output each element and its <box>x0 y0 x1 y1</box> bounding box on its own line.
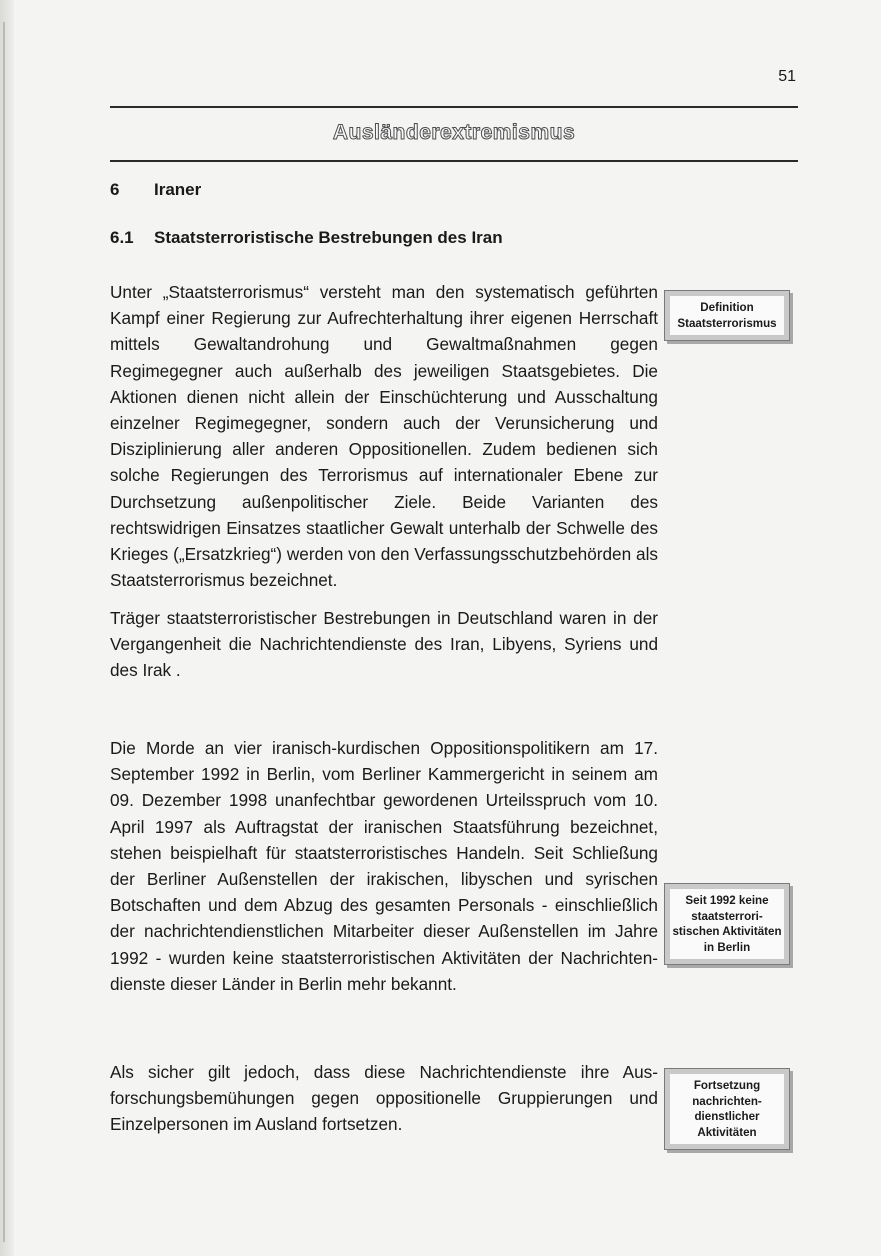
margin-note-continuation <box>664 1068 790 1150</box>
page-number: 51 <box>778 68 796 85</box>
section-number: 6.1 <box>110 228 134 247</box>
page-binding-edge <box>0 0 14 1256</box>
margin-note-definition <box>664 290 790 341</box>
paragraph-berlin-murders: Die Morde an vier iranisch-kurdischen Oppositionspolitikern am 17. September 1992 in Berlin, vom Berliner Kammergericht in seinem am 09. Dezember 1998 unanfechtbar gewordenen Urteilsspruch vom 10. April 1997 als Auftragstat der iranischen Staatsführung bezeichnet, stehen beispielhaft für staatsterroristisches Handeln. Seit Schließung der Berliner Außenstellen der irakischen, libyschen und syrischen Botschaften und dem Abzug des gesamten Personals - einschließlich der nachrichtendienstlichen Mitarbeiter dieser Außenstellen im Jahre 1992 - wurden keine staatsterroristischen Aktivitäten der Nachrichtendienste dieser Länder in Berlin mehr bekannt. <box>110 738 658 994</box>
chapter-title: Iraner <box>154 180 202 199</box>
margin-note-text: Seit 1992 keine staatsterroristischen Aktivitäten in Berlin <box>670 889 784 959</box>
paragraph-continuation: Als sicher gilt jedoch, dass diese Nachrichtendienste ihre Ausforschungsbemühungen gegen oppositionelle Gruppierungen und Einzelpersonen im Ausland fortsetzen. <box>110 1062 658 1135</box>
section-title: Staatsterroristische Bestrebungen des Iran <box>154 228 503 247</box>
header-rule-top <box>110 106 798 108</box>
margin-note-text: Definition Staatsterrorismus <box>670 296 784 335</box>
paragraph-definition: Unter „Staatsterrorismus“ versteht man den systematisch geführten Kampf einer Regierung zur Aufrechterhaltung ihrer eigenen Herrschaft mittels Gewaltandrohung und Gewaltmaßnahmen gegen Regimegegner auch außerhalb des jeweiligen Staatsgebietes. Die Aktionen dienen nicht allein der Einschüchterung und Ausschaltung einzelner Regimegegner, sondern auch der Verunsicherung und Disziplinierung aller anderen Oppositionellen. Zudem bedienen sich solche Regierungen des Terrorismus auf internationaler Ebene zur Durchsetzung außenpolitischer Ziele. Beide Varianten des rechtswidrigen Einsatzes staatlicher Gewalt unterhalb der Schwelle des Krieges („Ersatzkrieg“) werden von den Verfassungsschutzbehörden als Staatsterrorismus bezeichnet. <box>110 282 658 591</box>
header-rule-bottom <box>110 160 798 162</box>
margin-note-berlin <box>664 883 790 965</box>
binding-line <box>3 22 5 1242</box>
paragraph-actors: Träger staatsterroristischer Bestrebungen in Deutschland waren in der Vergangenheit die Nachrichtendienste des Iran, Libyens, Syriens und des Irak . <box>110 608 658 681</box>
section-heading <box>110 228 503 248</box>
chapter-heading <box>110 180 201 200</box>
running-head: Ausländerextremismus <box>332 121 576 144</box>
chapter-number: 6 <box>110 180 120 199</box>
margin-note-text: Fortsetzung nachrichtendienstlicher Aktivitäten <box>670 1074 784 1144</box>
